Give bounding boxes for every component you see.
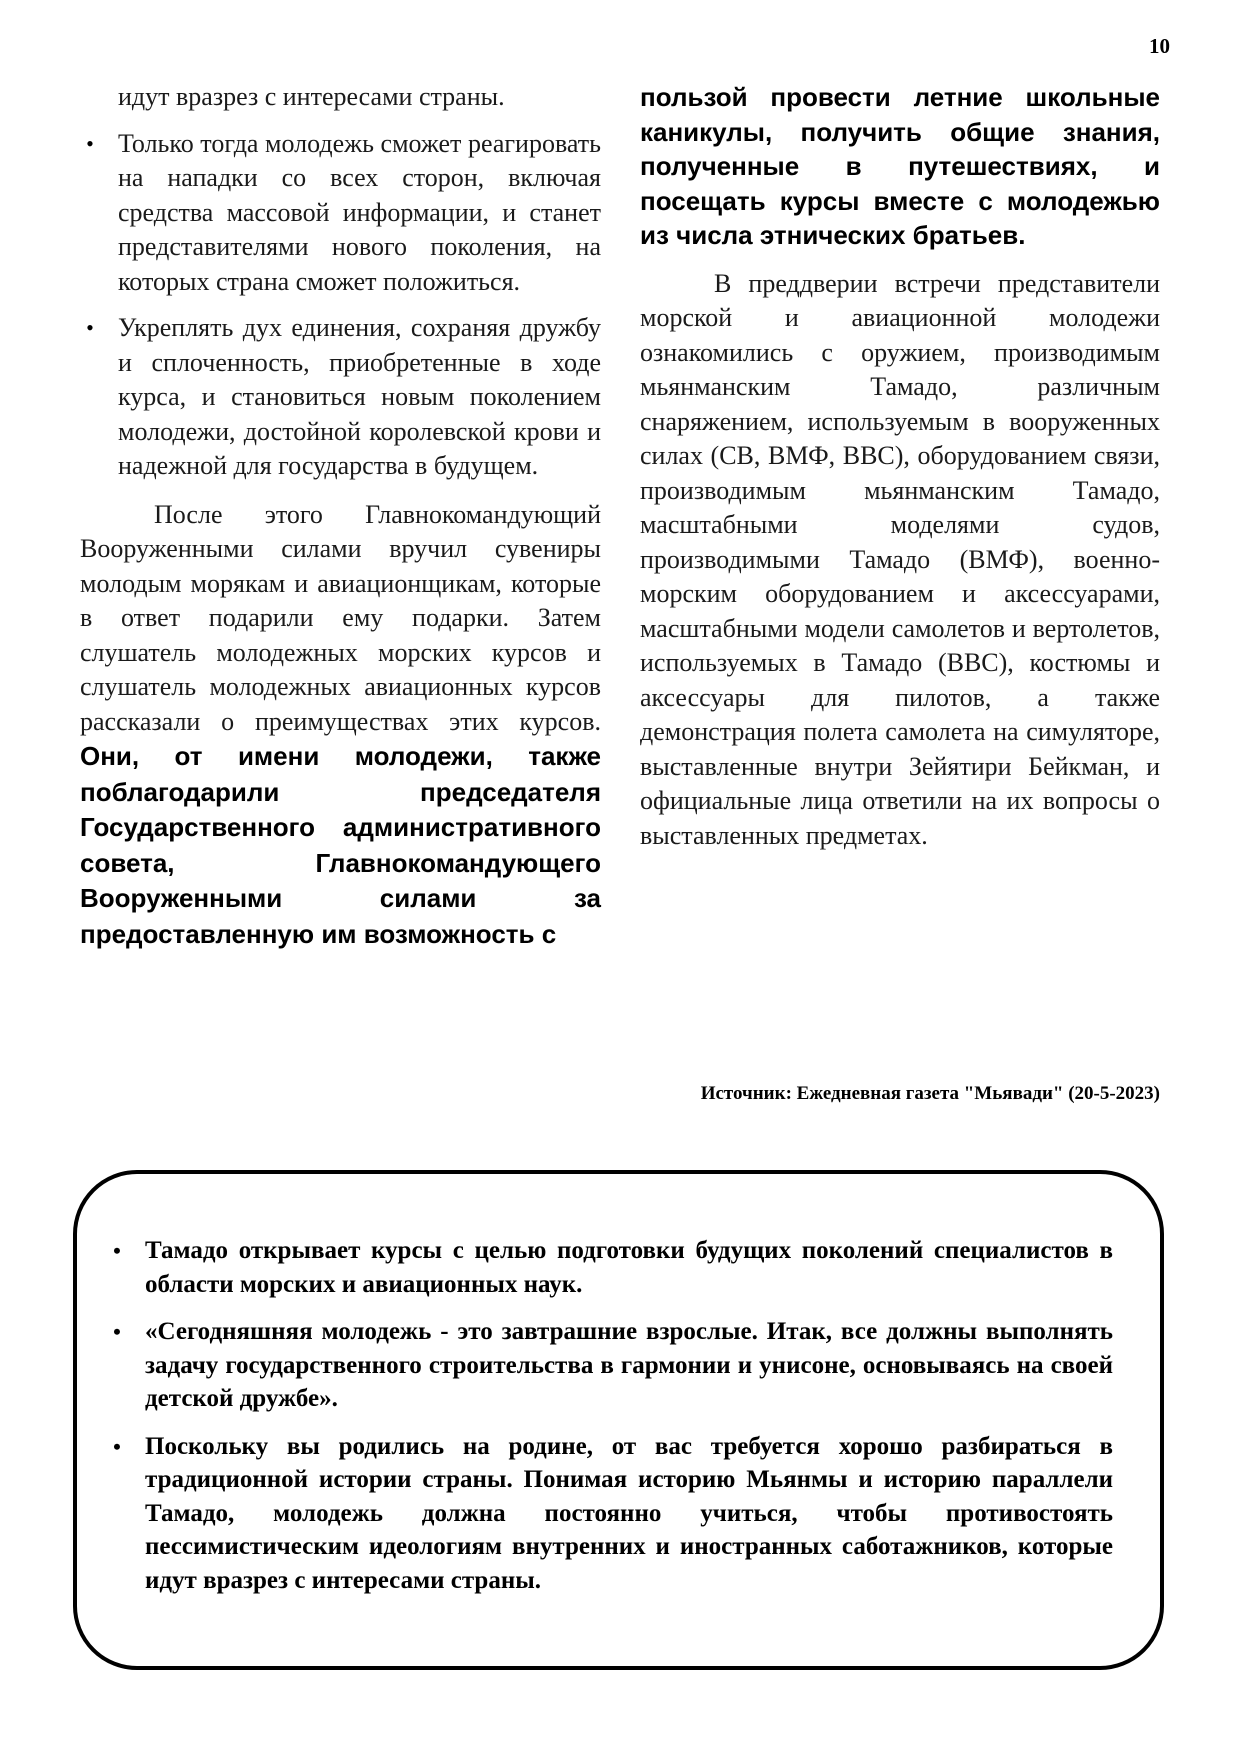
source-citation: Источник: Ежедневная газета "Мьявади" (20-5-2023) [700,1083,1160,1104]
bold-continuation: пользой провести летние школьные каникулы, получить общие знания, полученные в путешествиях, и посещать курсы вместе с молодежью из числа этнических братьев. [640,82,1160,250]
list-item-text: «Сегодняшняя молодежь - это завтрашние взрослые. Итак, все должны выполнять задачу государственного строительства в гармонии и унисоне, основываясь на своей детской дружбе». [145,1318,1113,1412]
paragraph-bold-text: Они, от имени молодежи, также поблагодарили председателя Государственного административного совета, Главнокомандующего Вооруженными силами за предоставленную им возможность с [80,741,601,949]
bullet-dot-icon: • [86,130,94,156]
paragraph-regular-text: После этого Главнокомандующий Вооруженными силами вручил сувениры молодым морякам и авиационщикам, которые в ответ подарили ему подарки. Затем слушатель молодежных морских курсов и слушатель молодежных авиационных курсов рассказали о преимуществах этих курсов. [80,499,601,736]
bullet-continuation: идут вразрез с интересами страны. [118,82,505,111]
left-bullet-list [80,127,601,484]
list-item [107,1315,1113,1416]
body-paragraph [80,498,601,953]
summary-bullet-list [107,1234,1113,1611]
list-item-text: Только тогда молодежь сможет реагировать на нападки со всех сторон, включая средства массовой информации, и станет представителями нового поколения, на которых страна сможет положиться. [118,128,601,296]
list-item [107,1430,1113,1598]
bullet-dot-icon: • [113,1319,121,1344]
body-paragraph: В преддверии встречи представители морской и авиационной молодежи ознакомились с оружием, производимым мьянманским Тамадо, различным снаряжением, используемым в вооруженных силах (СВ, ВМФ, ВВС), оборудованием связи, производимым мьянманским Тамадо, масштабными моделями судов, производимыми Тамадо (ВМФ), военно-морским оборудованием и аксессуарами, масштабными модели самолетов и вертолетов, используемых в Тамадо (ВВС), костюмы и аксессуары для пилотов, а также демонстрация полета самолета на симуляторе, выставленные внутри Зейятири Бейкман, и официальные лица ответили на их вопросы о выставленных предметах. [640,268,1160,850]
list-item [80,311,601,484]
summary-box [73,1170,1164,1670]
list-item-text: Тамадо открывает курсы с целью подготовки будущих поколений специалистов в области морских и авиационных наук. [145,1237,1113,1298]
right-column [640,80,1160,853]
list-item-text: Поскольку вы родились на родине, от вас требуется хорошо разбираться в традиционной истории страны. Понимая историю Мьянмы и историю параллели Тамадо, молодежь должна постоянно учиться, чтобы противостоять пессимистическим идеологиям внутренних и иностранных саботажников, которые идут вразрез с интересами страны. [145,1432,1113,1594]
bullet-dot-icon: • [86,315,94,340]
bullet-dot-icon: • [113,1238,121,1263]
bullet-dot-icon: • [113,1433,121,1459]
page-number: 10 [1149,34,1170,58]
list-item-text: Укреплять дух единения, сохраняя дружбу и сплоченность, приобретенные в ходе курса, и становиться новым поколением молодежи, достойной королевской крови и надежной для государства в будущем. [118,313,601,480]
list-item [80,127,601,300]
left-column [80,80,601,952]
list-item [107,1234,1113,1301]
